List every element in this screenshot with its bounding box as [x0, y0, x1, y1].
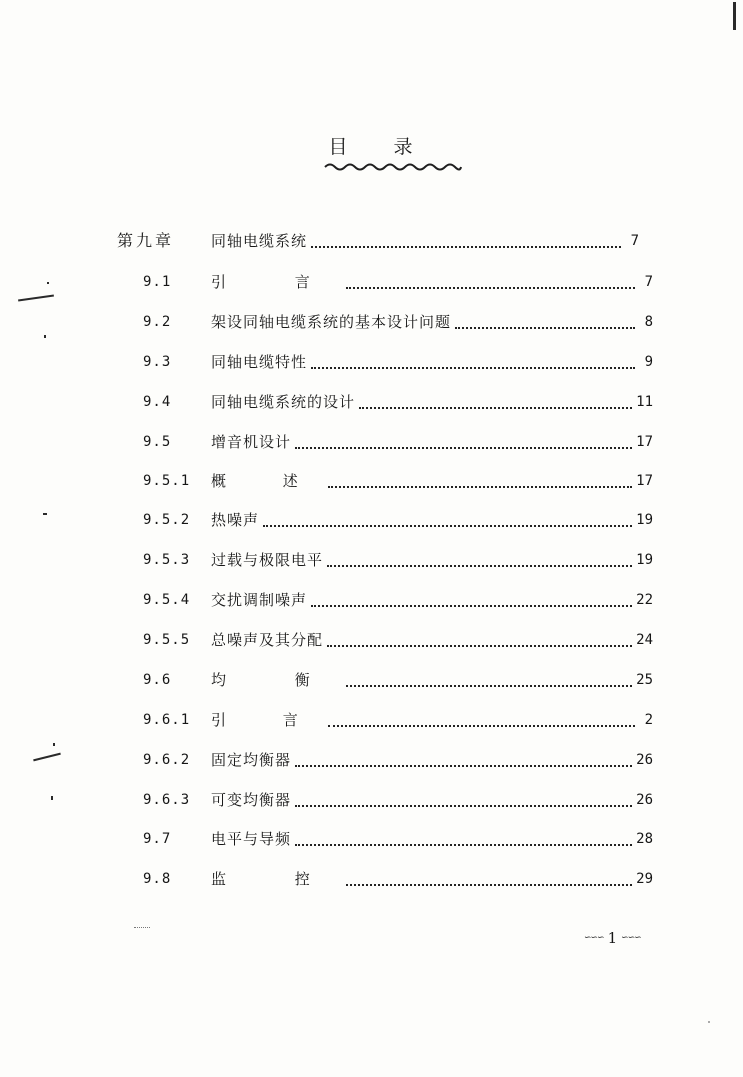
toc-entry-number: 9.5.1 [143, 473, 191, 489]
toc-leader-dots [295, 803, 632, 807]
toc-leader-dots [346, 683, 632, 687]
toc-entry-number: 9.6 [143, 672, 172, 688]
toc-leader-dots [295, 842, 632, 846]
toc-entry [143, 350, 653, 374]
toc-entry [143, 867, 653, 891]
toc-entry-number: 9.3 [143, 354, 172, 370]
toc-leader-dots [311, 244, 621, 248]
toc-chapter-title: 同轴电缆系统 [211, 232, 308, 250]
toc-entry-page: 7 [644, 274, 653, 290]
scan-mark [43, 513, 47, 515]
toc-entry-page: 2 [644, 712, 653, 728]
page-number-ornament-left: ∽∽∽ [584, 933, 604, 943]
scan-mark [733, 2, 736, 30]
toc-entry-title: 同轴电缆系统的设计 [211, 393, 356, 411]
toc-entry-number: 9.5.5 [143, 632, 191, 648]
toc-entry-page: 26 [636, 752, 653, 768]
toc-entry-number: 9.1 [143, 274, 172, 290]
toc-entry-title: 增音机设计 [211, 433, 292, 451]
toc-entry [143, 310, 653, 334]
toc-entry-page: 22 [636, 592, 653, 608]
toc-leader-dots [327, 563, 632, 567]
toc-leader-dots [311, 603, 632, 607]
toc-entry-title: 同轴电缆特性 [211, 353, 308, 371]
toc-entry-title: 热噪声 [211, 511, 260, 529]
toc-entry [143, 668, 653, 692]
toc-entry-page: 19 [636, 552, 653, 568]
toc-chapter-number: 第九章 [117, 231, 175, 250]
page-number-ornament-right: ∽∽∽ [621, 933, 641, 943]
toc-entry-page: 29 [636, 871, 653, 887]
toc-leader-dots [328, 723, 635, 727]
toc-entry-page: 26 [636, 792, 653, 808]
toc-entry [143, 748, 653, 772]
scan-mark [134, 927, 150, 938]
toc-entry-number: 9.4 [143, 394, 172, 410]
toc-entry [143, 508, 653, 532]
toc-leader-dots [263, 523, 632, 527]
scan-mark [51, 796, 53, 800]
toc-entry [143, 390, 653, 414]
toc-entry-page: 11 [636, 394, 653, 410]
toc-entry [143, 548, 653, 572]
scan-mark [44, 335, 46, 338]
toc-leader-dots [295, 763, 632, 767]
toc-entry [143, 708, 653, 732]
toc-entry-number: 9.2 [143, 314, 172, 330]
toc-entry-title: 可变均衡器 [211, 791, 292, 809]
page-number [580, 929, 645, 947]
toc-entry-title: 固定均衡器 [211, 751, 292, 769]
toc-entry-title: 概 述 [211, 472, 324, 490]
toc-entry-title: 交扰调制噪声 [211, 591, 308, 609]
toc-chapter-row [117, 229, 639, 253]
toc-entry-title: 监 控 [211, 870, 342, 888]
toc-entry-title: 总噪声及其分配 [211, 631, 324, 649]
toc-entry-page: 9 [644, 354, 653, 370]
toc-entry [143, 270, 653, 294]
toc-entry [143, 788, 653, 812]
toc-entry [143, 430, 653, 454]
toc-entry-title: 过载与极限电平 [211, 551, 324, 569]
toc-entry-number: 9.5.4 [143, 592, 191, 608]
scan-mark [708, 1021, 710, 1023]
toc-entry [143, 469, 653, 493]
toc-entry [143, 628, 653, 652]
toc-leader-dots [346, 882, 632, 886]
toc-entry-page: 24 [636, 632, 653, 648]
toc-entry-title: 均 衡 [211, 671, 342, 689]
page-number-value: 1 [607, 929, 618, 947]
toc-entry-number: 9.5.3 [143, 552, 191, 568]
toc-leader-dots [328, 484, 632, 488]
toc-entry-page: 28 [636, 831, 653, 847]
toc-entry-number: 9.8 [143, 871, 172, 887]
toc-entry-page: 8 [644, 314, 653, 330]
scan-mark [47, 282, 49, 284]
toc-heading-left: 目 [328, 136, 350, 158]
toc-entry-number: 9.6.2 [143, 752, 191, 768]
toc-leader-dots [455, 325, 635, 329]
toc-chapter-page: 7 [630, 233, 639, 249]
scan-mark [53, 743, 55, 746]
toc-entry-title: 架设同轴电缆系统的基本设计问题 [211, 313, 452, 331]
toc-entry-page: 19 [636, 512, 653, 528]
toc-entry [143, 588, 653, 612]
toc-leader-dots [346, 285, 635, 289]
toc-entry-number: 9.6.1 [143, 712, 191, 728]
toc-entry-page: 17 [636, 473, 653, 489]
toc-entry-number: 9.7 [143, 831, 172, 847]
toc-entry-number: 9.5.2 [143, 512, 191, 528]
toc-leader-dots [295, 445, 632, 449]
toc-entry-number: 9.5 [143, 434, 172, 450]
toc-entry [143, 827, 653, 851]
toc-entry-page: 17 [636, 434, 653, 450]
toc-entry-title: 引 言 [211, 273, 342, 291]
toc-heading-right: 录 [393, 136, 415, 158]
toc-leader-dots [311, 365, 635, 369]
toc-entry-number: 9.6.3 [143, 792, 191, 808]
toc-leader-dots [327, 643, 632, 647]
toc-entry-title: 引 言 [211, 711, 324, 729]
toc-entry-page: 25 [636, 672, 653, 688]
toc-entry-title: 电平与导频 [211, 830, 292, 848]
toc-leader-dots [359, 405, 632, 409]
